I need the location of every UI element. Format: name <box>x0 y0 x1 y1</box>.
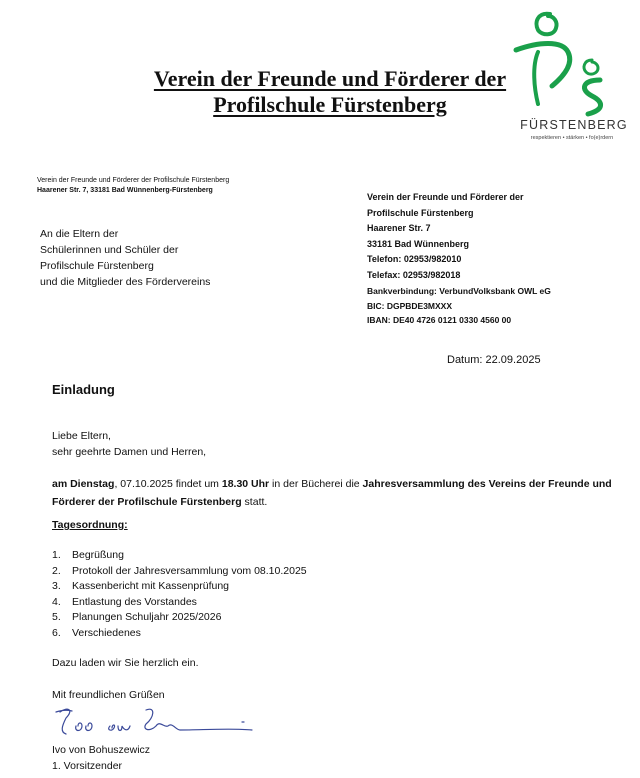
school-logo <box>508 6 636 156</box>
letter-heading: Einladung <box>52 382 115 397</box>
signer-block <box>52 742 150 774</box>
agenda-text: Verschiedenes <box>72 626 141 639</box>
agenda-number: 2. <box>52 564 61 577</box>
agenda-text: Entlastung des Vorstandes <box>72 595 197 608</box>
logo-tagline: respektieren • stärken • fo(e)rdern <box>530 135 614 141</box>
agenda-item <box>52 548 307 564</box>
body-time: 18.30 Uhr <box>221 478 270 490</box>
agenda-item <box>52 595 307 611</box>
bank-bic: BIC: DGPBDE3MXXX <box>367 300 453 311</box>
letter-date: Datum: 22.09.2025 <box>447 354 541 366</box>
salutation <box>52 428 206 460</box>
recipient-line: und die Mitglieder des Fördervereins <box>40 276 211 288</box>
letterhead-title <box>80 66 580 118</box>
bank-details <box>367 284 551 328</box>
title-line-2: Profilschule Fürstenberg <box>213 92 447 117</box>
sender-line <box>37 176 229 196</box>
body-day: am Dienstag <box>52 478 115 490</box>
invitation-text <box>52 475 632 511</box>
org-line: 33181 Bad Wünnenberg <box>367 238 470 249</box>
recipient-address <box>40 226 210 290</box>
agenda-item <box>52 579 307 595</box>
agenda-item <box>52 564 307 580</box>
recipient-line: An die Eltern der <box>40 228 119 240</box>
title-line-1: Verein der Freunde und Förderer der <box>153 66 507 91</box>
recipient-line: Schülerinnen und Schüler der <box>40 244 179 256</box>
bank-name: Bankverbindung: VerbundVolksbank OWL eG <box>367 286 551 296</box>
organization-info <box>367 190 524 283</box>
body-location: in der Bücherei die <box>269 478 363 490</box>
org-fax: Telefax: 02953/982018 <box>367 269 461 280</box>
agenda-item <box>52 626 307 642</box>
agenda-heading: Tagesordnung: <box>52 519 128 531</box>
regards-text: Mit freundlichen Grüßen <box>52 689 165 701</box>
agenda-item <box>52 610 307 626</box>
recipient-line: Profilschule Fürstenberg <box>40 260 154 272</box>
handwritten-signature <box>52 704 272 740</box>
sender-line-2: Haarener Str. 7, 33181 Bad Wünnenberg-Fürstenberg <box>37 187 213 194</box>
org-line: Profilschule Fürstenberg <box>367 207 474 218</box>
agenda-number: 5. <box>52 611 61 623</box>
agenda-list <box>52 548 307 641</box>
body-end: statt. <box>241 496 268 508</box>
agenda-text: Kassenbericht mit Kassenprüfung <box>72 580 230 592</box>
org-line: Haarener Str. 7 <box>367 223 431 233</box>
agenda-text: Protokoll der Jahresversammlung vom 08.10.2025 <box>72 564 307 577</box>
signer-name: Ivo von Bohuszewicz <box>52 744 151 756</box>
closing-text: Dazu laden wir Sie herzlich ein. <box>52 657 199 669</box>
agenda-number: 6. <box>52 626 61 639</box>
salutation-line: Liebe Eltern, <box>52 430 111 442</box>
body-event: Jahresversammlung des Vereins der Freunde und Förderer der Profilschule Fürstenberg <box>52 478 612 508</box>
agenda-number: 1. <box>52 549 61 561</box>
sender-line-1: Verein der Freunde und Förderer der Profilschule Fürstenberg <box>37 177 230 184</box>
agenda-text: Planungen Schuljahr 2025/2026 <box>72 611 222 623</box>
signer-role: 1. Vorsitzender <box>52 760 123 772</box>
agenda-number: 3. <box>52 580 61 592</box>
org-line: Verein der Freunde und Förderer der <box>367 192 524 202</box>
agenda-number: 4. <box>52 595 61 608</box>
salutation-line: sehr geehrte Damen und Herren, <box>52 446 207 458</box>
bank-iban: IBAN: DE40 4726 0121 0330 4560 00 <box>367 315 512 325</box>
logo-figures-icon <box>508 6 636 118</box>
org-phone: Telefon: 02953/982010 <box>367 254 462 264</box>
logo-name: FÜRSTENBERG <box>520 118 628 132</box>
body-date: , 07.10.2025 findet um <box>114 478 222 490</box>
agenda-text: Begrüßung <box>72 549 124 561</box>
